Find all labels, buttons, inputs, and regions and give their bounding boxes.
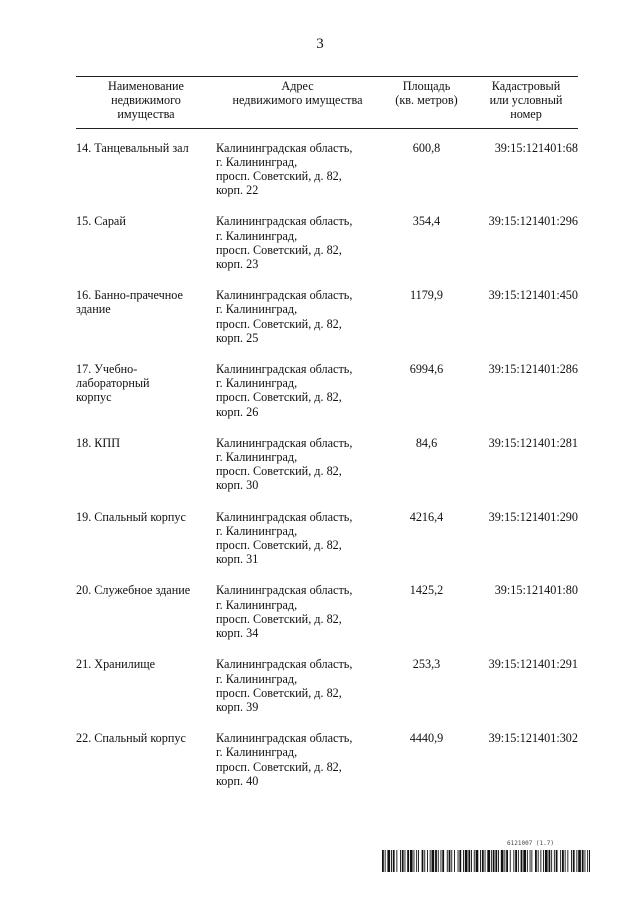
header-address: Адрес недвижимого имущества [216, 77, 379, 129]
table-header-row [76, 77, 578, 129]
table-row [76, 436, 578, 510]
barcode-bar [523, 850, 526, 872]
barcode-bar [578, 850, 581, 872]
barcode-bar [585, 850, 586, 872]
property-name: 15. Сарай [76, 214, 126, 229]
barcode-bar [416, 850, 417, 872]
property-area: 600,8 [412, 140, 441, 155]
table-row [76, 141, 578, 215]
barcode-bar [402, 850, 404, 872]
property-address: Калининградская область, г. Калининград, просп. Советский, д. 82, корп. 39 [216, 657, 353, 714]
property-name: 20. Служебное здание [76, 583, 191, 598]
barcode-bar [551, 850, 552, 872]
barcode-bar [521, 850, 523, 872]
barcode-bar [410, 850, 413, 872]
property-address: Калининградская область, г. Калининград, просп. Советский, д. 82, корп. 31 [216, 509, 353, 567]
property-name: 21. Хранилище [76, 657, 156, 672]
barcode-bar [480, 850, 481, 872]
barcode-bar [527, 850, 528, 872]
barcode-bar [476, 850, 479, 872]
property-address: Калининградская область, г. Калининград, просп. Советский, д. 82, корп. 34 [216, 583, 353, 641]
property-address: Калининградская область, г. Калининград, просп. Советский, д. 82, корп. 25 [216, 288, 353, 345]
barcode-bar [495, 850, 497, 872]
property-area: 84,6 [415, 435, 438, 450]
barcode-bar [400, 850, 401, 872]
property-name: 18. КПП [76, 435, 121, 450]
barcode-bar [393, 850, 395, 872]
barcode-bar [465, 850, 468, 872]
barcode-bar [441, 850, 442, 872]
barcode-bar [518, 850, 519, 872]
property-cadastral-number: 39:15:121401:281 [488, 435, 578, 450]
barcode-bar [510, 850, 511, 872]
barcode-bar [391, 850, 392, 872]
table-row [76, 731, 578, 805]
barcode-bar [556, 850, 558, 872]
barcode-bar [459, 850, 461, 872]
property-name: 14. Танцевальный зал [76, 140, 189, 155]
barcode-bar [382, 850, 384, 872]
barcode-bar [447, 850, 448, 872]
table-row [76, 657, 578, 731]
property-address: Калининградская область, г. Калининград, просп. Советский, д. 82, корп. 23 [216, 214, 353, 272]
barcode-bar [543, 850, 544, 872]
property-name: 22. Спальный корпус [76, 731, 186, 746]
barcode-bar [471, 850, 472, 872]
barcode-bar [573, 850, 575, 872]
barcode-bar [504, 850, 505, 872]
barcode-bar [427, 850, 428, 872]
property-address: Калининградская область, г. Калининград, просп. Советский, д. 82, корп. 40 [216, 731, 353, 788]
barcode-bar [458, 850, 459, 872]
barcode-bar [530, 850, 531, 872]
table-row [76, 510, 578, 584]
barcode-bar [438, 850, 439, 872]
barcode-bar [424, 850, 425, 872]
barcode-bar [589, 850, 590, 872]
header-area: Площадь (кв. метров) [379, 77, 474, 129]
property-area: 4440,9 [409, 731, 444, 746]
barcode-bar [538, 850, 539, 872]
barcode-bar [482, 850, 484, 872]
header-cadastral: Кадастровый или условный номер [474, 77, 578, 129]
barcode-bar [560, 850, 561, 872]
property-name: 16. Банно-прачечное здание [76, 288, 183, 317]
barcode-bar [498, 850, 499, 872]
barcode-bar [540, 850, 541, 872]
property-address: Калининградская область, г. Калининград, просп. Советский, д. 82, корп. 22 [216, 140, 353, 198]
barcode-bar [567, 850, 568, 872]
property-area: 6994,6 [409, 362, 444, 377]
header-spacer [76, 128, 578, 141]
barcode-bar [454, 850, 455, 872]
barcode-bar [562, 850, 564, 872]
barcode-bar [565, 850, 566, 872]
property-cadastral-number: 39:15:121401:296 [488, 214, 578, 229]
barcode-bar [531, 850, 532, 872]
barcode-bar [493, 850, 495, 872]
property-name: 17. Учебно- лабораторный корпус [76, 362, 150, 405]
barcode-bar [513, 850, 514, 872]
barcode-bar [487, 850, 490, 872]
property-table [76, 76, 578, 805]
header-name: Наименование недвижимого имущества [76, 77, 216, 129]
barcode-bar [422, 850, 424, 872]
barcode-bar [474, 850, 475, 872]
barcode-image [382, 850, 590, 872]
barcode-bar [535, 850, 537, 872]
property-area: 1425,2 [409, 583, 444, 598]
property-name: 19. Спальный корпус [76, 509, 186, 524]
barcode-bar [396, 850, 397, 872]
barcode-bar [545, 850, 548, 872]
barcode-bar [449, 850, 451, 872]
table-row [76, 362, 578, 436]
barcode-bar [468, 850, 470, 872]
barcode-bar [491, 850, 492, 872]
barcode-bar [418, 850, 419, 872]
barcode-bar [405, 850, 406, 872]
barcode-block [382, 840, 590, 872]
property-cadastral-number: 39:15:121401:290 [488, 509, 578, 524]
property-address: Калининградская область, г. Калининград, просп. Советский, д. 82, корп. 30 [216, 435, 353, 493]
barcode-bar [549, 850, 551, 872]
property-cadastral-number: 39:15:121401:291 [488, 657, 578, 672]
barcode-bar [582, 850, 584, 872]
barcode-bar [442, 850, 444, 872]
table-row [76, 288, 578, 362]
barcode-bar [506, 850, 508, 872]
barcode-bar [587, 850, 588, 872]
barcode-bar [385, 850, 386, 872]
property-cadastral-number: 39:15:121401:68 [494, 140, 578, 155]
table-row [76, 214, 578, 288]
property-cadastral-number: 39:15:121401:302 [488, 731, 578, 746]
property-address: Калининградская область, г. Калининград, просп. Советский, д. 82, корп. 26 [216, 362, 353, 419]
property-area: 1179,9 [409, 288, 444, 303]
page-number: 3 [316, 36, 324, 52]
property-cadastral-number: 39:15:121401:450 [488, 288, 578, 303]
barcode-bar [407, 850, 409, 872]
barcode-bar [387, 850, 390, 872]
barcode-bar [414, 850, 415, 872]
table-body [76, 128, 578, 805]
barcode-bar [435, 850, 437, 872]
property-cadastral-number: 39:15:121401:80 [494, 583, 578, 598]
barcode-bar [571, 850, 572, 872]
barcode-bar [485, 850, 486, 872]
barcode-bar [430, 850, 431, 872]
barcode-bar [554, 850, 555, 872]
barcode-bar [432, 850, 435, 872]
barcode-bar [501, 850, 504, 872]
property-area: 354,4 [412, 214, 441, 229]
property-area: 253,3 [412, 657, 441, 672]
barcode-bar [451, 850, 452, 872]
barcode-bar [463, 850, 464, 872]
property-area: 4216,4 [409, 509, 444, 524]
table-row [76, 583, 578, 657]
property-cadastral-number: 39:15:121401:286 [488, 362, 578, 377]
barcode-code: 6121007 (1.7) [507, 840, 554, 847]
barcode-bar [515, 850, 517, 872]
barcode-bar [576, 850, 577, 872]
